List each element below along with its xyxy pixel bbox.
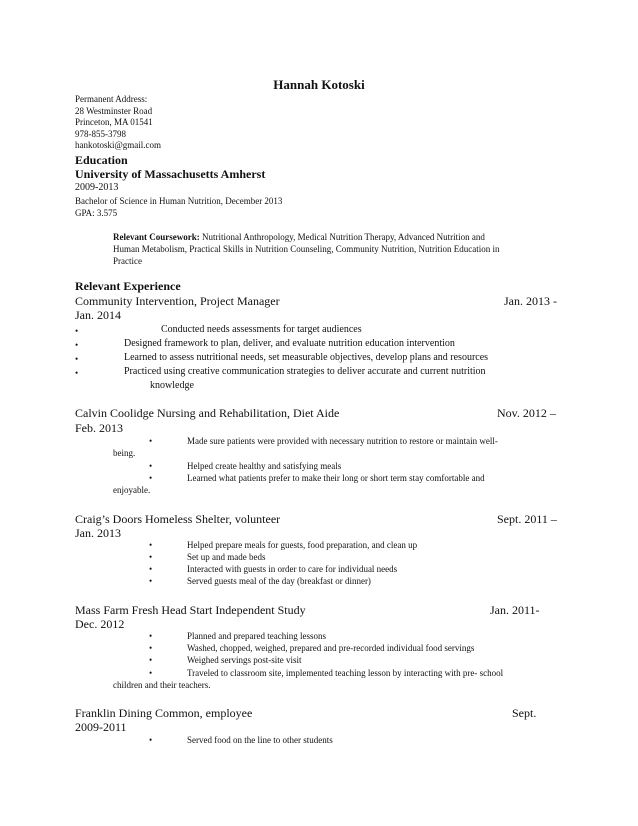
job-title: Calvin Coolidge Nursing and Rehabilitation, Diet Aide — [75, 406, 340, 420]
job-bullet: Conducted needs assessments for target audiences — [161, 324, 362, 335]
bullet-icon: • — [75, 340, 79, 350]
education-heading: Education — [75, 153, 128, 167]
job-bullet: Helped prepare meals for guests, food preparation, and clean up — [187, 540, 418, 550]
bullet-icon: • — [149, 473, 153, 483]
job-bullet-cont: being. — [113, 448, 136, 458]
job-date-end: 2009-2011 — [75, 720, 127, 734]
job-bullet: Traveled to classroom site, implemented teaching lesson by interacting with pre- school — [187, 668, 504, 678]
job-date-start: Sept. 2011 – — [497, 512, 557, 526]
phone: 978-855-3798 — [75, 128, 126, 139]
job-bullet: Helped create healthy and satisfying meals — [187, 461, 342, 471]
job-bullet: Served food on the line to other students — [187, 735, 333, 745]
job-bullet: Learned what patients prefer to make their long or short term stay comfortable and — [187, 473, 485, 483]
bullet-icon: • — [149, 735, 153, 745]
job-bullet: Practiced using creative communication strategies to deliver accurate and current nutrition — [124, 366, 486, 377]
job-date-end: Dec. 2012 — [75, 617, 125, 631]
job-bullet-cont: children and their teachers. — [113, 680, 211, 690]
job-bullet: Weighed servings post-site visit — [187, 655, 302, 665]
job-bullet: Served guests meal of the day (breakfast or dinner) — [187, 576, 371, 586]
coursework-line-2: Human Metabolism, Practical Skills in Nutrition Counseling, Community Nutrition, Nutrition Education in — [113, 244, 500, 254]
job-date-end: Jan. 2013 — [75, 526, 121, 540]
job-bullet-cont: knowledge — [150, 380, 194, 391]
job-date-end: Feb. 2013 — [75, 421, 123, 435]
job-title: Community Intervention, Project Manager — [75, 294, 280, 308]
experience-heading: Relevant Experience — [75, 279, 181, 293]
bullet-icon: • — [149, 461, 153, 471]
job-bullet-cont: enjoyable. — [113, 485, 151, 495]
job-bullet: Learned to assess nutritional needs, set measurable objectives, develop plans and resources — [124, 352, 489, 363]
coursework-text-1: Nutritional Anthropology, Medical Nutrition Therapy, Advanced Nutrition and — [202, 232, 485, 242]
coursework-line-3: Practice — [113, 256, 142, 266]
email[interactable]: hankotoski@gmail.com — [75, 140, 162, 150]
job-date-start: Nov. 2012 – — [497, 406, 556, 420]
bullet-icon: • — [149, 564, 153, 574]
bullet-icon: • — [149, 540, 153, 550]
job-title: Franklin Dining Common, employee — [75, 706, 253, 720]
bullet-icon: • — [149, 668, 153, 678]
resume-name: Hannah Kotoski — [273, 77, 365, 92]
address-label: Permanent Address: — [75, 94, 148, 104]
bullet-icon: • — [149, 436, 153, 446]
contact-block — [75, 94, 161, 152]
job-bullet: Interacted with guests in order to care for individual needs — [187, 564, 398, 574]
job-bullet: Washed, chopped, weighed, prepared and pre-recorded individual food servings — [187, 643, 475, 653]
degree: Bachelor of Science in Human Nutrition, December 2013 — [75, 196, 283, 206]
job-date-start: Jan. 2011- — [490, 603, 540, 617]
address-street: 28 Westminster Road — [75, 105, 153, 116]
bullet-icon: • — [75, 326, 79, 336]
coursework-line-1 — [113, 232, 485, 244]
job-date-end: Jan. 2014 — [75, 308, 121, 322]
address-city: Princeton, MA 01541 — [75, 117, 153, 127]
bullet-icon: • — [75, 354, 79, 364]
job-title: Mass Farm Fresh Head Start Independent Study — [75, 603, 306, 617]
bullet-icon: • — [149, 552, 153, 562]
job-date-start: Jan. 2013 - — [504, 294, 557, 308]
job-date-start: Sept. — [512, 706, 537, 720]
job-bullet: Made sure patients were provided with necessary nutrition to restore or maintain well- — [187, 436, 498, 446]
job-bullet: Planned and prepared teaching lessons — [187, 631, 326, 641]
coursework-label: Relevant Coursework: — [113, 232, 200, 242]
job-bullet: Designed framework to plan, deliver, and evaluate nutrition education intervention — [124, 338, 455, 349]
job-bullet: Set up and made beds — [187, 552, 266, 562]
gpa: GPA: 3.575 — [75, 208, 118, 218]
school-name: University of Massachusetts Amherst — [75, 167, 266, 181]
bullet-icon: • — [149, 655, 153, 665]
bullet-icon: • — [149, 643, 153, 653]
bullet-icon: • — [149, 576, 153, 586]
school-years: 2009-2013 — [75, 182, 119, 193]
bullet-icon: • — [75, 368, 79, 378]
job-title: Craig’s Doors Homeless Shelter, volunteer — [75, 512, 281, 526]
bullet-icon: • — [149, 631, 153, 641]
